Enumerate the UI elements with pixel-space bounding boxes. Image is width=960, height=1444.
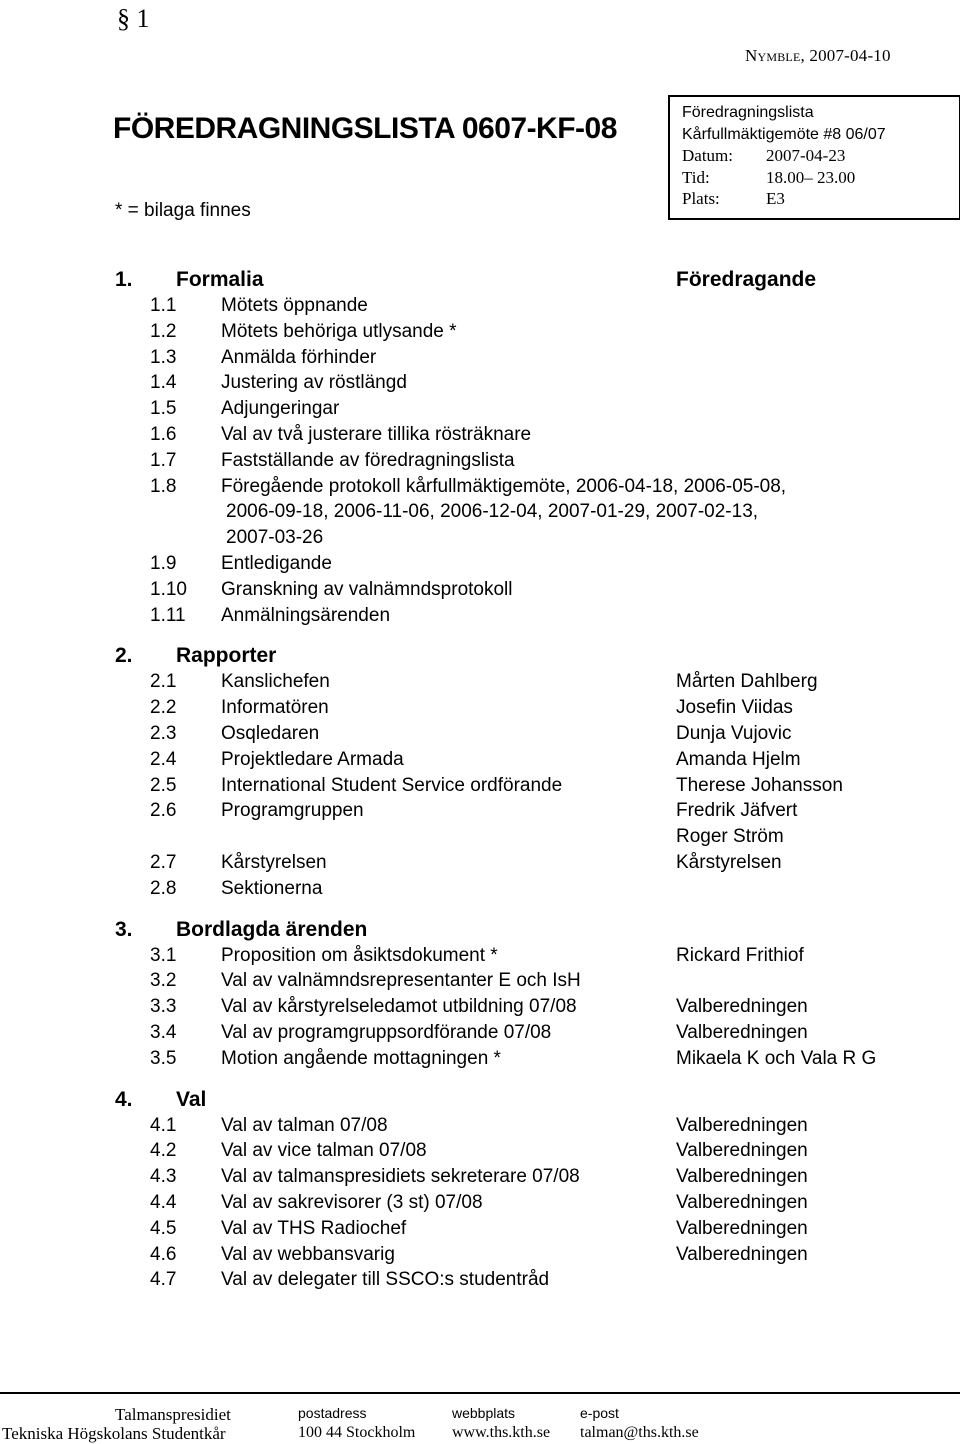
item-presenter: Valberedningen <box>676 1192 808 1213</box>
footer-webbplats-value[interactable]: www.ths.kth.se <box>452 1424 551 1441</box>
footer-webbplats-label: webbplats <box>452 1405 516 1421</box>
info-plats-label: Plats: <box>682 189 720 208</box>
item-presenter: Dunja Vujovic <box>676 723 792 744</box>
footer-postadress-label: postadress <box>298 1405 367 1421</box>
item-presenter: Josefin Viidas <box>676 697 793 719</box>
footer-epost-label: e-post <box>580 1405 619 1421</box>
item-number: 4.6 <box>150 1243 177 1265</box>
item-presenter: Valberedningen <box>676 1217 808 1239</box>
item-number: 2.7 <box>150 852 177 873</box>
item-title: International Student Service ordförande <box>221 774 563 796</box>
item-title: Val av talman 07/08 <box>221 1114 388 1136</box>
item-presenter: Mikaela K och Vala R G <box>676 1047 877 1069</box>
item-number: 1.7 <box>150 449 177 471</box>
section-number: 2. <box>115 644 133 668</box>
item-number: 1.1 <box>150 295 177 316</box>
item-number: 4.1 <box>150 1114 177 1136</box>
info-tid-label: Tid: <box>682 167 710 187</box>
item-title: Val av sakrevisorer (3 st) 07/08 <box>221 1192 483 1213</box>
item-presenter: Valberedningen <box>676 1140 808 1162</box>
item-number: 1.5 <box>150 398 177 420</box>
item-title: Val av programgruppsordförande 07/08 <box>221 1022 552 1043</box>
info-box-line2: Kårfullmäktigemöte #8 06/07 <box>682 125 886 143</box>
footer-org-line1: Talmanspresidiet <box>115 1405 231 1424</box>
footer-epost-value[interactable]: talman@ths.kth.se <box>580 1424 699 1441</box>
item-title: Justering av röstlängd <box>221 372 407 394</box>
item-number: 4.2 <box>150 1140 177 1162</box>
item-title: Sektionerna <box>221 877 323 899</box>
presenter-column-header: Föredragande <box>676 268 817 291</box>
section-number: 3. <box>115 917 133 941</box>
item-presenter: Valberedningen <box>676 1243 808 1265</box>
item-title: Proposition om åsiktsdokument * <box>221 944 498 966</box>
footer-divider <box>0 1392 960 1394</box>
item-title: Kårstyrelsen <box>221 852 327 873</box>
item-title: Val av talmanspresidiets sekreterare 07/08 <box>221 1166 580 1188</box>
item-number: 2.5 <box>150 774 177 796</box>
item-title: Osqledaren <box>221 723 320 744</box>
header-org: Nymble <box>745 46 801 65</box>
item-number: 2.2 <box>150 697 177 719</box>
item-number: 4.4 <box>150 1192 177 1213</box>
item-presenter: Amanda Hjelm <box>676 748 801 770</box>
item-number: 3.1 <box>150 944 177 966</box>
item-number: 4.5 <box>150 1217 177 1239</box>
info-tid-value: 18.00– 23.00 <box>766 167 856 187</box>
item-number: 1.9 <box>150 553 177 574</box>
section-title: Formalia <box>176 268 264 291</box>
section-number: 4. <box>115 1087 133 1111</box>
footer-org-line2: Tekniska Högskolans Studentkår <box>2 1424 226 1443</box>
item-title: Föregående protokoll kårfullmäktigemöte, 2006-04-18, 2006-05-08, <box>221 475 787 497</box>
item-number: 1.2 <box>150 320 177 342</box>
item-title: Val av delegater till SSCO:s studentråd <box>221 1269 550 1291</box>
info-box-line1: Föredragningslista <box>682 104 814 121</box>
section-number: 1. <box>115 268 133 291</box>
item-number: 1.4 <box>150 372 177 394</box>
document-title: FÖREDRAGNINGSLISTA 0607-KF-08 <box>113 112 617 145</box>
item-number: 1.6 <box>150 424 177 445</box>
header-date-value: , 2007-04-10 <box>800 46 891 65</box>
item-presenter: Valberedningen <box>676 1166 808 1188</box>
footer-postadress-value: 100 44 Stockholm <box>298 1424 416 1441</box>
item-number: 2.1 <box>150 671 177 693</box>
item-number: 4.3 <box>150 1166 177 1188</box>
item-number: 2.6 <box>150 800 177 822</box>
item-number: 3.3 <box>150 996 177 1018</box>
info-datum-label: Datum: <box>682 146 733 165</box>
section-title: Rapporter <box>176 644 277 668</box>
item-title: Projektledare Armada <box>221 748 404 770</box>
item-presenter: Kårstyrelsen <box>676 852 782 873</box>
item-presenter: Mårten Dahlberg <box>676 671 818 693</box>
item-title: Fastställande av föredragningslista <box>221 449 515 471</box>
item-title: Val av kårstyrelseledamot utbildning 07/08 <box>221 996 577 1018</box>
item-title-continuation: 2007-03-26 <box>226 527 324 549</box>
item-title: Mötets behöriga utlysande * <box>221 320 457 342</box>
item-title: Anmälda förhinder <box>221 346 377 368</box>
item-presenter: Therese Johansson <box>676 774 843 796</box>
page-number-value: 1 <box>136 4 150 33</box>
item-number: 2.8 <box>150 877 177 899</box>
item-number: 4.7 <box>150 1269 177 1291</box>
item-presenter: Valberedningen <box>676 1022 808 1043</box>
item-title: Anmälningsärenden <box>221 604 391 626</box>
item-number: 1.3 <box>150 346 177 368</box>
item-number: 2.4 <box>150 748 177 770</box>
item-title: Mötets öppnande <box>221 295 368 316</box>
info-plats-value: E3 <box>766 189 785 208</box>
item-title: Adjungeringar <box>221 398 340 420</box>
item-presenter: Roger Ström <box>676 826 784 848</box>
item-number: 3.4 <box>150 1022 177 1043</box>
attachment-note: * = bilaga finnes <box>115 200 251 221</box>
item-number: 3.5 <box>150 1047 177 1069</box>
item-title-continuation: 2006-09-18, 2006-11-06, 2006-12-04, 2007-01-29, 2007-02-13, <box>226 501 759 523</box>
section-sign: § <box>117 4 137 33</box>
item-title: Val av webbansvarig <box>221 1243 395 1265</box>
item-presenter: Rickard Frithiof <box>676 944 804 966</box>
item-title: Programgruppen <box>221 800 364 822</box>
item-title: Entledigande <box>221 553 332 574</box>
item-number: 1.8 <box>150 475 177 497</box>
item-title: Val av två justerare tillika rösträknare <box>221 424 532 445</box>
item-title: Granskning av valnämndsprotokoll <box>221 578 513 600</box>
section-title: Val <box>176 1087 207 1111</box>
item-title: Informatören <box>221 697 329 719</box>
item-title: Kanslichefen <box>221 671 330 693</box>
item-presenter: Fredrik Jäfvert <box>676 800 798 822</box>
item-number: 1.11 <box>150 604 186 626</box>
info-datum-value: 2007-04-23 <box>766 146 846 165</box>
item-number: 2.3 <box>150 723 177 744</box>
item-number: 1.10 <box>150 578 187 600</box>
item-presenter: Valberedningen <box>676 1114 808 1136</box>
item-title: Val av vice talman 07/08 <box>221 1140 427 1162</box>
item-title: Val av valnämndsrepresentanter E och IsH <box>221 970 581 992</box>
item-number: 3.2 <box>150 970 177 992</box>
section-title: Bordlagda ärenden <box>176 917 368 941</box>
item-presenter: Valberedningen <box>676 996 808 1018</box>
item-title: Val av THS Radiochef <box>221 1217 407 1239</box>
item-title: Motion angående mottagningen * <box>221 1047 501 1069</box>
